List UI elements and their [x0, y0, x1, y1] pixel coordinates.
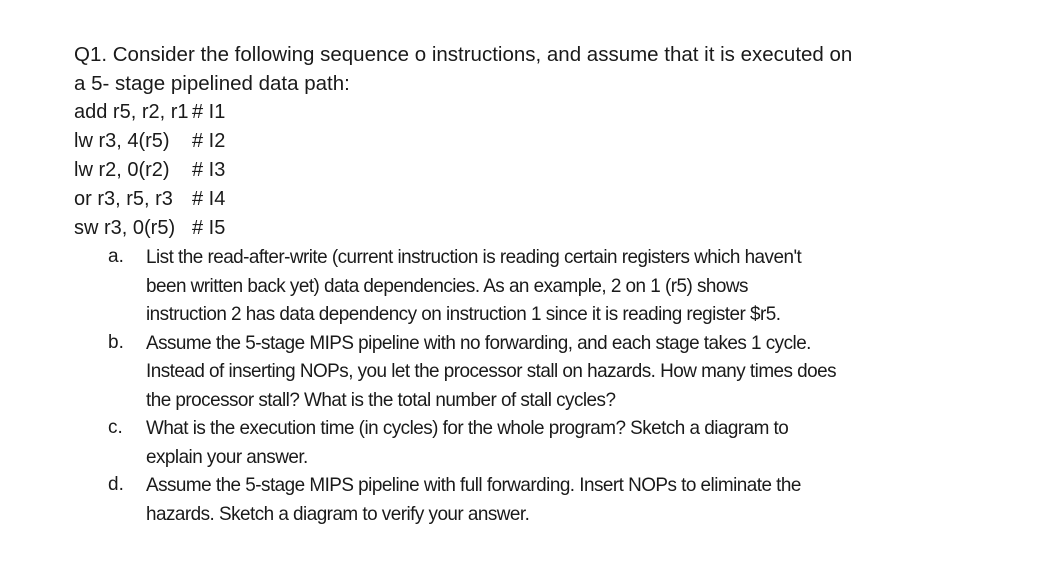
instruction-comment: # I1: [192, 101, 226, 123]
instruction-code: sw r3, 0(r5): [74, 217, 176, 239]
part-label: c.: [108, 417, 123, 438]
part-label: a.: [108, 246, 124, 267]
part-line: hazards. Sketch a diagram to verify your answer.: [146, 502, 530, 525]
part-body: [146, 329, 836, 415]
part-line: the processor stall? What is the total number of stall cycles?: [146, 388, 616, 411]
part-body: [146, 414, 788, 471]
question-intro-line-2: a 5- stage pipelined data path:: [74, 72, 350, 95]
instruction-comment: # I4: [192, 188, 226, 210]
part-line: instruction 2 has data dependency on instruction 1 since it is reading register $r5.: [146, 303, 781, 325]
part-body: [146, 471, 801, 528]
part-line: List the read-after-write (current instruction is reading certain registers which haven't: [146, 246, 802, 268]
instruction-list: [74, 98, 1034, 243]
instruction-comment: # I5: [192, 217, 226, 239]
part-body: [146, 243, 801, 329]
instruction-comment: # I3: [192, 159, 226, 181]
instruction-code: lw r3, 4(r5): [74, 130, 170, 152]
instruction-row: [74, 98, 1034, 127]
question-document: [74, 40, 1034, 528]
instruction-code: add r5, r2, r1: [74, 101, 189, 123]
part-d: [108, 471, 1034, 528]
instruction-code: lw r2, 0(r2): [74, 159, 170, 181]
part-line: Instead of inserting NOPs, you let the processor stall on hazards. How many times does: [146, 360, 837, 382]
part-line: been written back yet) data dependencies. As an example, 2 on 1 (r5) shows: [146, 274, 748, 297]
part-line: What is the execution time (in cycles) for the whole program? Sketch a diagram to: [146, 417, 789, 439]
part-b: [108, 329, 1034, 415]
part-line: Assume the 5-stage MIPS pipeline with no forwarding, and each stage takes 1 cycle.: [146, 331, 811, 354]
part-c: [108, 414, 1034, 471]
part-line: Assume the 5-stage MIPS pipeline with full forwarding. Insert NOPs to eliminate the: [146, 474, 801, 496]
question-intro-line-1: Q1. Consider the following sequence o instructions, and assume that it is executed on: [74, 43, 853, 66]
instruction-code: or r3, r5, r3: [74, 188, 173, 210]
instruction-row: [74, 127, 1034, 156]
instruction-row: [74, 214, 1034, 243]
part-label: b.: [108, 331, 124, 353]
part-label: d.: [108, 474, 124, 495]
instruction-comment: # I2: [192, 130, 226, 152]
instruction-row: [74, 185, 1034, 214]
instruction-row: [74, 156, 1034, 185]
part-line: explain your answer.: [146, 445, 308, 468]
question-parts: [108, 243, 1034, 528]
part-a: [108, 243, 1034, 329]
